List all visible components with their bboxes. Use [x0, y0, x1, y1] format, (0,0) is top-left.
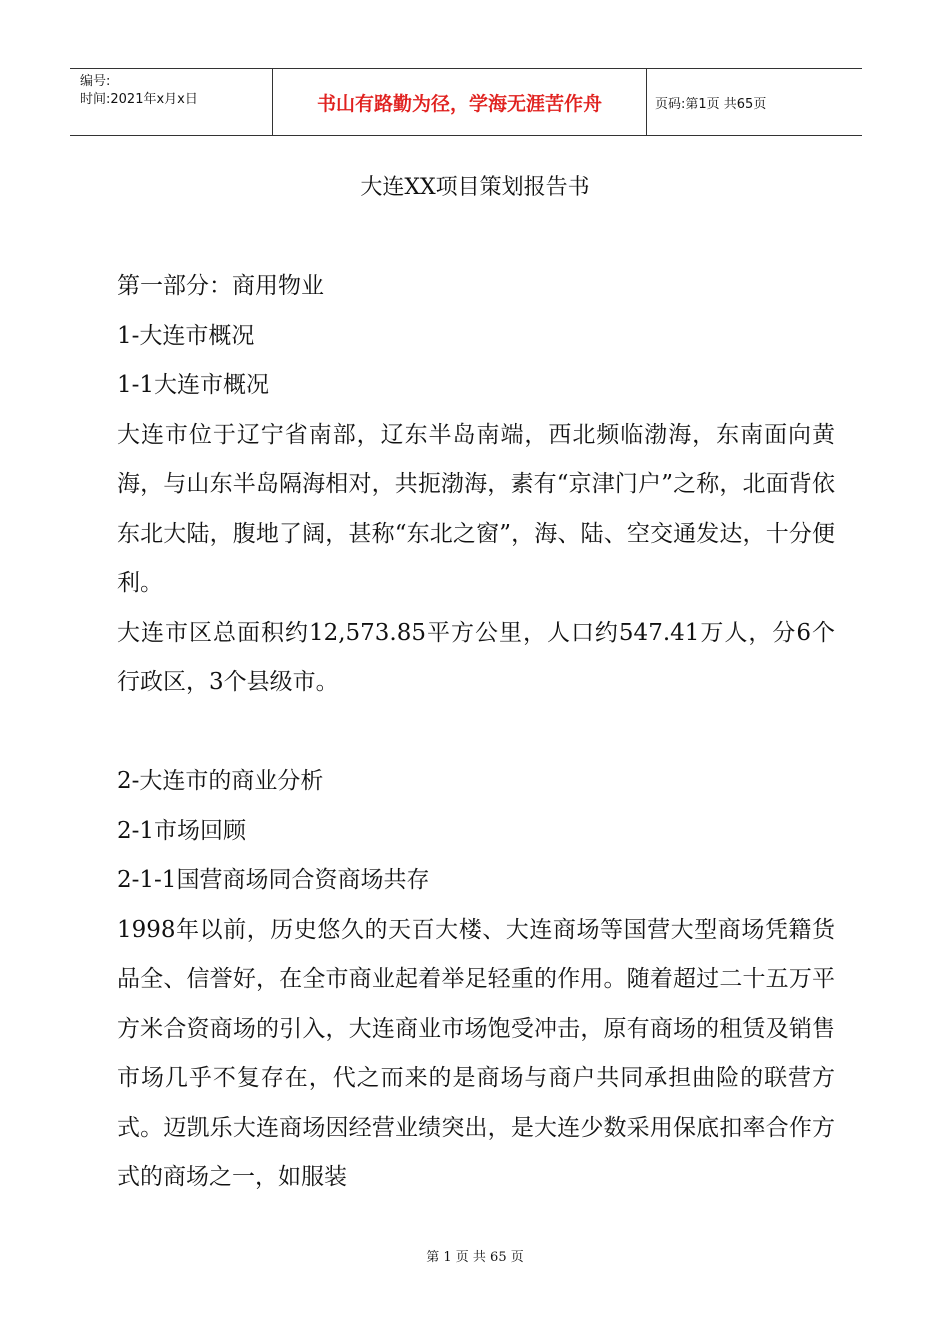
part-heading: 第一部分：商用物业 [117, 273, 324, 299]
subsection-heading: 1-1大连市概况 [117, 372, 270, 398]
paragraph: 大连市区总面积约12,573.85平方公里，人口约547.41万人，分6个行政区，3个县级市。 [117, 619, 835, 695]
paragraph: 1998年以前，历史悠久的天百大楼、大连商场等国营大型商场凭籍货品全、信誉好，在全市商业起着举足轻重的作用。随着超过二十五万平方米合资商场的引入，大连商业市场饱受冲击，原有商场的租赁及销售市场几乎不复存在，代之而来的是商场与商户共同承担曲险的联营方式。迈凯乐大连商场因经营业绩突出，是大连少数采用保底扣率合作方式的商场之一，如服装 [117, 916, 835, 1190]
header-meta [70, 69, 273, 135]
page-header [70, 68, 862, 136]
paragraph: 大连市位于辽宁省南部，辽东半岛南端，西北频临渤海，东南面向黄海，与山东半岛隔海相对，共扼渤海，素有“京津门户”之称，北面背依东北大陆，腹地了阔，甚称“东北之窗”，海、陆、空交通发达，十分便利。 [117, 421, 835, 596]
document-body [117, 262, 835, 1203]
header-page-info: 页码:第1页 共65页 [655, 96, 767, 112]
section-heading: 1-大连市概况 [117, 322, 255, 349]
blank-line [117, 708, 835, 758]
header-motto: 书山有路勤为径，学海无涯苦作舟 [273, 69, 647, 135]
document-time-label: 时间:2021年x月x日 [80, 92, 198, 107]
subsection-heading: 2-1市场回顾 [117, 817, 247, 844]
page-footer: 第 1 页 共 65 页 [426, 1250, 524, 1265]
subsection-heading: 2-1-1国营商场同合资商场共存 [117, 867, 430, 893]
section-heading: 2-大连市的商业分析 [117, 768, 324, 794]
document-title: 大连XX项目策划报告书 [360, 175, 590, 200]
document-number-label: 编号: [80, 74, 111, 89]
